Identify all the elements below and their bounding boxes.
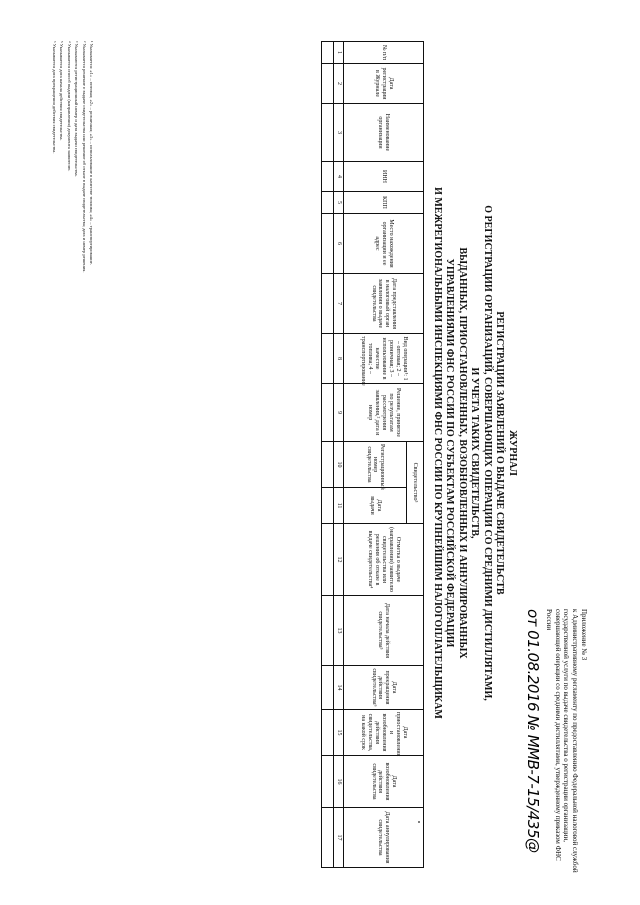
footnotes [49,41,94,867]
column-index: 8 [334,333,344,383]
header-cell: Дата прекращения действия свидетельства⁶ [344,665,424,709]
header-cell: Дата регистрации в Журнале [344,63,424,103]
title-line: И УЧЕТА ТАКИХ СВИДЕТЕЛЬСТВ, [469,367,481,538]
appendix-text: к Административному регламенту по предоставлению Федеральной налоговой службой государственной услуги по выдаче свидетельства о регистрации организации, совершающей операции со средними дистиллятами, утвержденному приказом ФНС России [545,608,580,873]
column-index-row [334,41,344,867]
header-cell: Дата представления в налоговый орган заявления о выдаче свидетельства [344,273,424,333]
appendix-note [524,609,589,879]
column-index: 17 [334,807,344,867]
register-table [321,41,424,868]
column-index: 14 [334,665,344,709]
column-index: 15 [334,709,344,755]
column-index: 7 [334,273,344,333]
footnote: ³ Указываются регистрационный номер и дата выдачи свидетельства. [74,40,80,177]
title-line: И МЕЖРЕГИОНАЛЬНЫМИ ИНСПЕКЦИЯМИ ФНС РОССИИ ПО КРУПНЕЙШИМ НАЛОГОПЛАТЕЛЬЩИКАМ [432,186,443,719]
title-line: ВЫДАННЫХ, ПРИОСТАНОВЛЕННЫХ, ВОЗОБНОВЛЕННЫХ И АННУЛИРОВАННЫХ [457,246,468,659]
column-index: 6 [334,213,344,273]
header-cell: Вид операции¹: 1 – оптовая; 2 – розничная; 3 – использование в качестве топлива; 4 – транспортирование [344,333,424,383]
column-index: 2 [334,63,344,103]
column-index: 4 [334,161,344,191]
header-cell: № п/п [344,41,424,63]
header-cell: ИНН [344,161,424,191]
header-cell: Место нахождения организации и ее адрес [344,213,424,273]
header-cell-group: Свидетельство³ [407,441,424,523]
appendix-label: Приложение № 3 [580,608,588,660]
rotated-sheet [30,23,610,883]
journal-title [431,113,519,793]
column-index: 5 [334,191,344,213]
footnote: ² Указывается решение о выдаче свидетельства или решение об отказе в выдаче свидетельства; дата и номер решения. [81,40,87,272]
header-cell: Дата возобновления действия свидетельства [344,755,424,807]
header-cell: Дата аннулирования свидетельства [344,807,424,867]
column-index: 11 [334,487,344,523]
column-index: 9 [334,383,344,441]
header-cell: Регистрационный номер свидетельства [344,441,407,487]
footnote: ⁶ Указывается дата прекращения действия свидетельства. [51,40,57,153]
footnote: ¹ Указывается: «1» – оптовая; «2» – розничная; «3» – использование в качестве топлива; «4» – транспортирование. [89,40,94,265]
column-index: 10 [334,441,344,487]
title-line: ЖУРНАЛ [507,429,518,476]
order-reference: от 01.08.2016 № ММВ-7-15/435@ [524,608,543,853]
column-index: 13 [334,595,344,665]
header-cell: Дата начала действия свидетельства⁵ [344,595,424,665]
column-index: 16 [334,755,344,807]
header-cell: Наименование организации [344,103,424,161]
footnote: ⁴ Указывается способ выдачи (направления) документа заявителю. [66,40,72,171]
footnote: ⁵ Указывается дата начала действия свидетельства. [59,40,65,141]
column-index: 12 [334,523,344,595]
header-cell: Дата выдачи [344,487,407,523]
header-cell: Дата приостановления и возобновления действия свидетельства, на какой срок [344,709,424,755]
header-cell: КПП [344,191,424,213]
header-cell: Решение, принятое по результатам рассмотрения заявления,² дата и номер [344,383,424,441]
table-row [322,41,334,867]
scan-speck [418,821,420,823]
title-line: РЕГИСТРАЦИИ ЗАЯВЛЕНИЙ О ВЫДАЧЕ СВИДЕТЕЛЬСТВ [494,310,506,595]
title-line: О РЕГИСТРАЦИИ ОРГАНИЗАЦИЙ, СОВЕРШАЮЩИХ ОПЕРАЦИИ СО СРЕДНИМИ ДИСТИЛЛЯТАМИ, [482,204,493,701]
title-line: УПРАВЛЕНИЯМИ ФНС РОССИИ ПО СУБЪЕКТАМ РОССИЙСКОЙ ФЕДЕРАЦИИ [444,258,456,647]
header-cell: Отметка о выдаче (направлении) заявителю свидетельства или решения об отказе в выдаче свидетельства⁴ [344,523,424,595]
column-index: 3 [334,103,344,161]
column-index: 1 [334,41,344,63]
